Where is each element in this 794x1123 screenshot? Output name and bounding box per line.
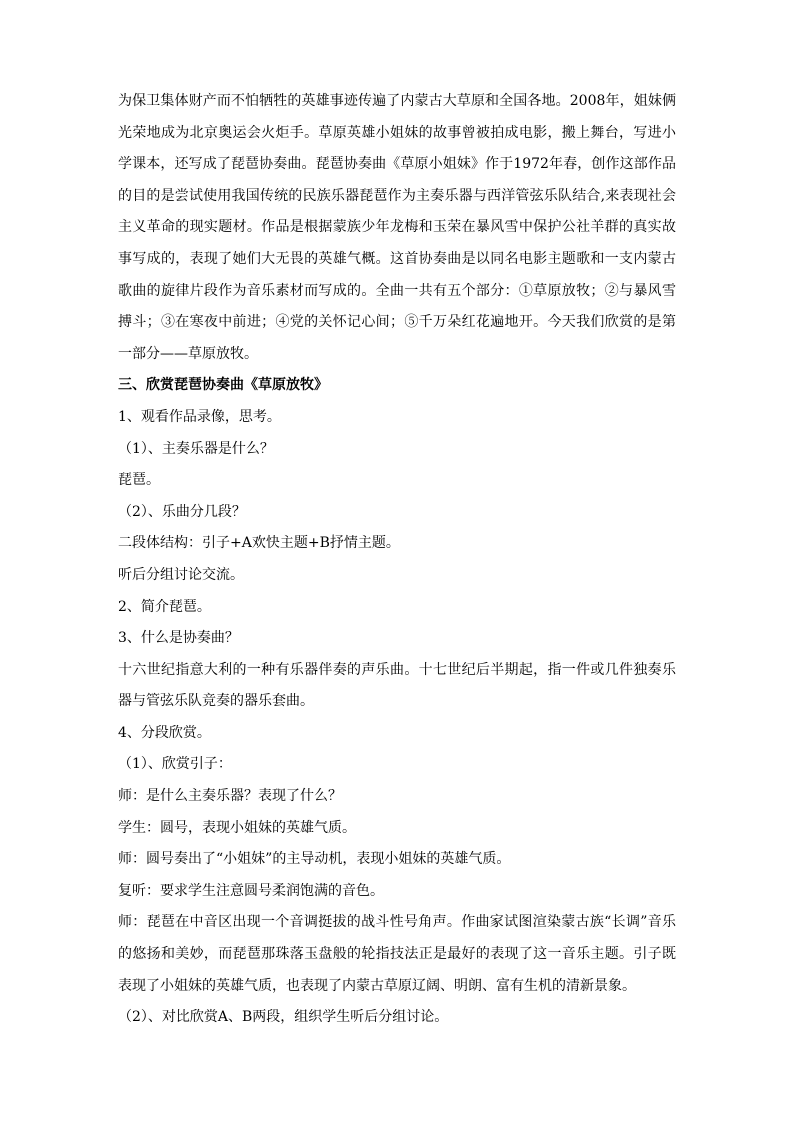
step-4: 4、分段欣赏。	[118, 724, 211, 741]
answer-2: 二段体结构：引子+A欢快主题+B抒情主题。	[118, 535, 400, 552]
teacher-question: 师：是什么主奏乐器？表现了什么？	[118, 788, 342, 805]
section-heading: 三、欣赏琵琶协奏曲《草原放牧》	[118, 377, 328, 394]
document-page	[118, 86, 676, 1034]
student-answer: 学生：圆号，表现小姐妹的英雄气质。	[118, 819, 356, 836]
step-3: 3、什么是协奏曲？	[118, 630, 239, 647]
teacher-explanation: 师：琵琶在中音区出现一个音调挺拔的战斗性号角声。作曲家试图渲染蒙古族“长调”音乐的悠扬和美妙，而琵琶那珠落玉盘般的轮指技法正是最好的表现了这一音乐主题。引子既表现了小姐妹的英雄气质，也表现了内蒙古草原辽阔、明朗、富有生机的清新景象。	[118, 914, 676, 994]
teacher-summary: 师：圆号奏出了“小姐妹”的主导动机，表现小姐妹的英雄气质。	[118, 851, 511, 868]
question-2: （2）、乐曲分几段？	[118, 503, 246, 520]
concerto-definition: 十六世纪指意大利的一种有乐器伴奏的声乐曲。十七世纪后半期起，指一件或几件独奏乐器与管弦乐队竞奏的器乐套曲。	[118, 661, 676, 710]
discussion-note: 听后分组讨论交流。	[118, 566, 244, 583]
sub-step-1: （1）、欣赏引子：	[118, 756, 232, 773]
step-1: 1、观看作品录像，思考。	[118, 408, 281, 425]
sub-step-2: （2）、对比欣赏A、B两段，组织学生听后分组讨论。	[118, 1009, 449, 1026]
answer-1: 琵琶。	[118, 472, 160, 489]
intro-paragraph: 为保卫集体财产而不怕牺牲的英雄事迹传遍了内蒙古大草原和全国各地。2008年，姐妹俩光荣地成为北京奥运会火炬手。草原英雄小姐妹的故事曾被拍成电影，搬上舞台，写进小学课本，还写成了琵琶协奏曲。琵琶协奏曲《草原小姐妹》作于1972年春，创作这部作品的目的是尝试使用我国传统的民族乐器琵琶作为主奏乐器与西洋管弦乐队结合,来表现社会主义革命的现实题材。作品是根据蒙族少年龙梅和玉荣在暴风雪中保护公社羊群的真实故事写成的，表现了她们大无畏的英雄气概。这首协奏曲是以同名电影主题歌和一支内蒙古歌曲的旋律片段作为音乐素材而写成的。全曲一共有五个部分：①草原放牧；②与暴风雪搏斗；③在寒夜中前进；④党的关怀记心间；⑤千万朵红花遍地开。今天我们欣赏的是第一部分——草原放牧。	[118, 93, 676, 362]
question-1: （1）、主奏乐器是什么？	[118, 440, 274, 457]
step-2: 2、简介琵琶。	[118, 598, 211, 615]
review-listening: 复听：要求学生注意圆号柔润饱满的音色。	[118, 882, 384, 899]
